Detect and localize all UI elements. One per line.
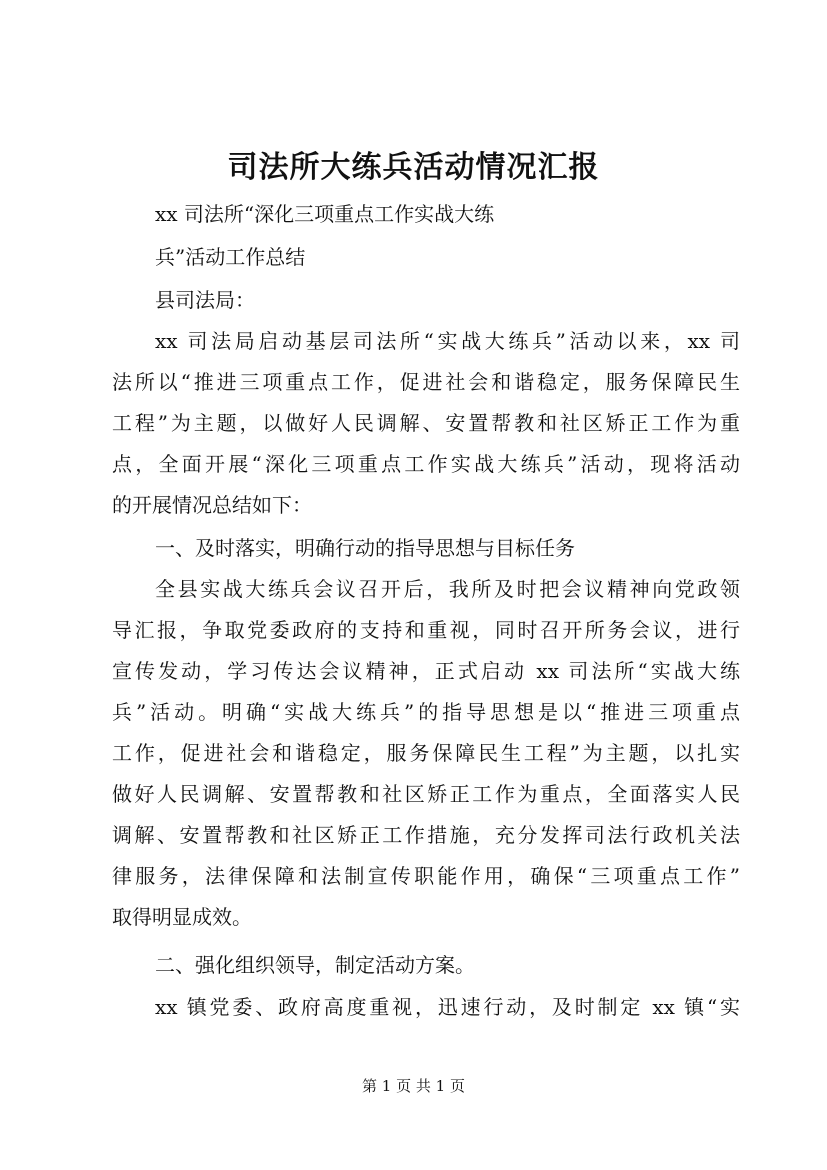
paragraph-line: 工程”为主题，以做好人民调解、安置帮教和社区矫正工作为重 bbox=[112, 411, 740, 435]
page-footer: 第 1 页 共 1 页 bbox=[362, 1077, 465, 1095]
paragraph-line: 的开展情况总结如下： bbox=[112, 493, 312, 517]
subtitle-line: xx 司法所“深化三项重点工作实战大练 bbox=[155, 202, 495, 226]
paragraph-line: 法所以“推进三项重点工作，促进社会和谐稳定，服务保障民生 bbox=[112, 370, 740, 394]
paragraph-line: 点，全面开展“深化三项重点工作实战大练兵”活动，现将活动 bbox=[112, 452, 740, 476]
section-heading: 二、强化组织领导，制定活动方案。 bbox=[155, 953, 475, 977]
document-title: 司法所大练兵活动情况汇报 bbox=[227, 150, 600, 185]
paragraph-line: 律服务，法律保障和法制宣传职能作用，确保“三项重点工作” bbox=[112, 864, 740, 888]
section-heading: 一、及时落实，明确行动的指导思想与目标任务 bbox=[155, 536, 575, 560]
paragraph-line: 取得明显成效。 bbox=[112, 905, 252, 929]
paragraph-line: 调解、安置帮教和社区矫正工作措施，充分发挥司法行政机关法 bbox=[112, 823, 740, 847]
paragraph-line: 兵”活动。明确“实战大练兵”的指导思想是以“推进三项重点 bbox=[112, 700, 740, 724]
paragraph-line: xx 镇党委、政府高度重视，迅速行动，及时制定 xx 镇“实 bbox=[155, 995, 740, 1019]
paragraph-line: xx 司法局启动基层司法所“实战大练兵”活动以来，xx 司 bbox=[155, 329, 740, 353]
paragraph-line: 全县实战大练兵会议召开后，我所及时把会议精神向党政领 bbox=[155, 577, 740, 601]
paragraph-line: 宣传发动，学习传达会议精神，正式启动 xx 司法所“实战大练 bbox=[112, 659, 740, 683]
salutation: 县司法局： bbox=[155, 288, 255, 312]
subtitle-line: 兵”活动工作总结 bbox=[155, 245, 306, 269]
paragraph-line: 导汇报，争取党委政府的支持和重视，同时召开所务会议，进行 bbox=[112, 618, 740, 642]
paragraph-line: 工作，促进社会和谐稳定，服务保障民生工程”为主题，以扎实 bbox=[112, 741, 740, 765]
paragraph-line: 做好人民调解、安置帮教和社区矫正工作为重点，全面落实人民 bbox=[112, 782, 740, 806]
